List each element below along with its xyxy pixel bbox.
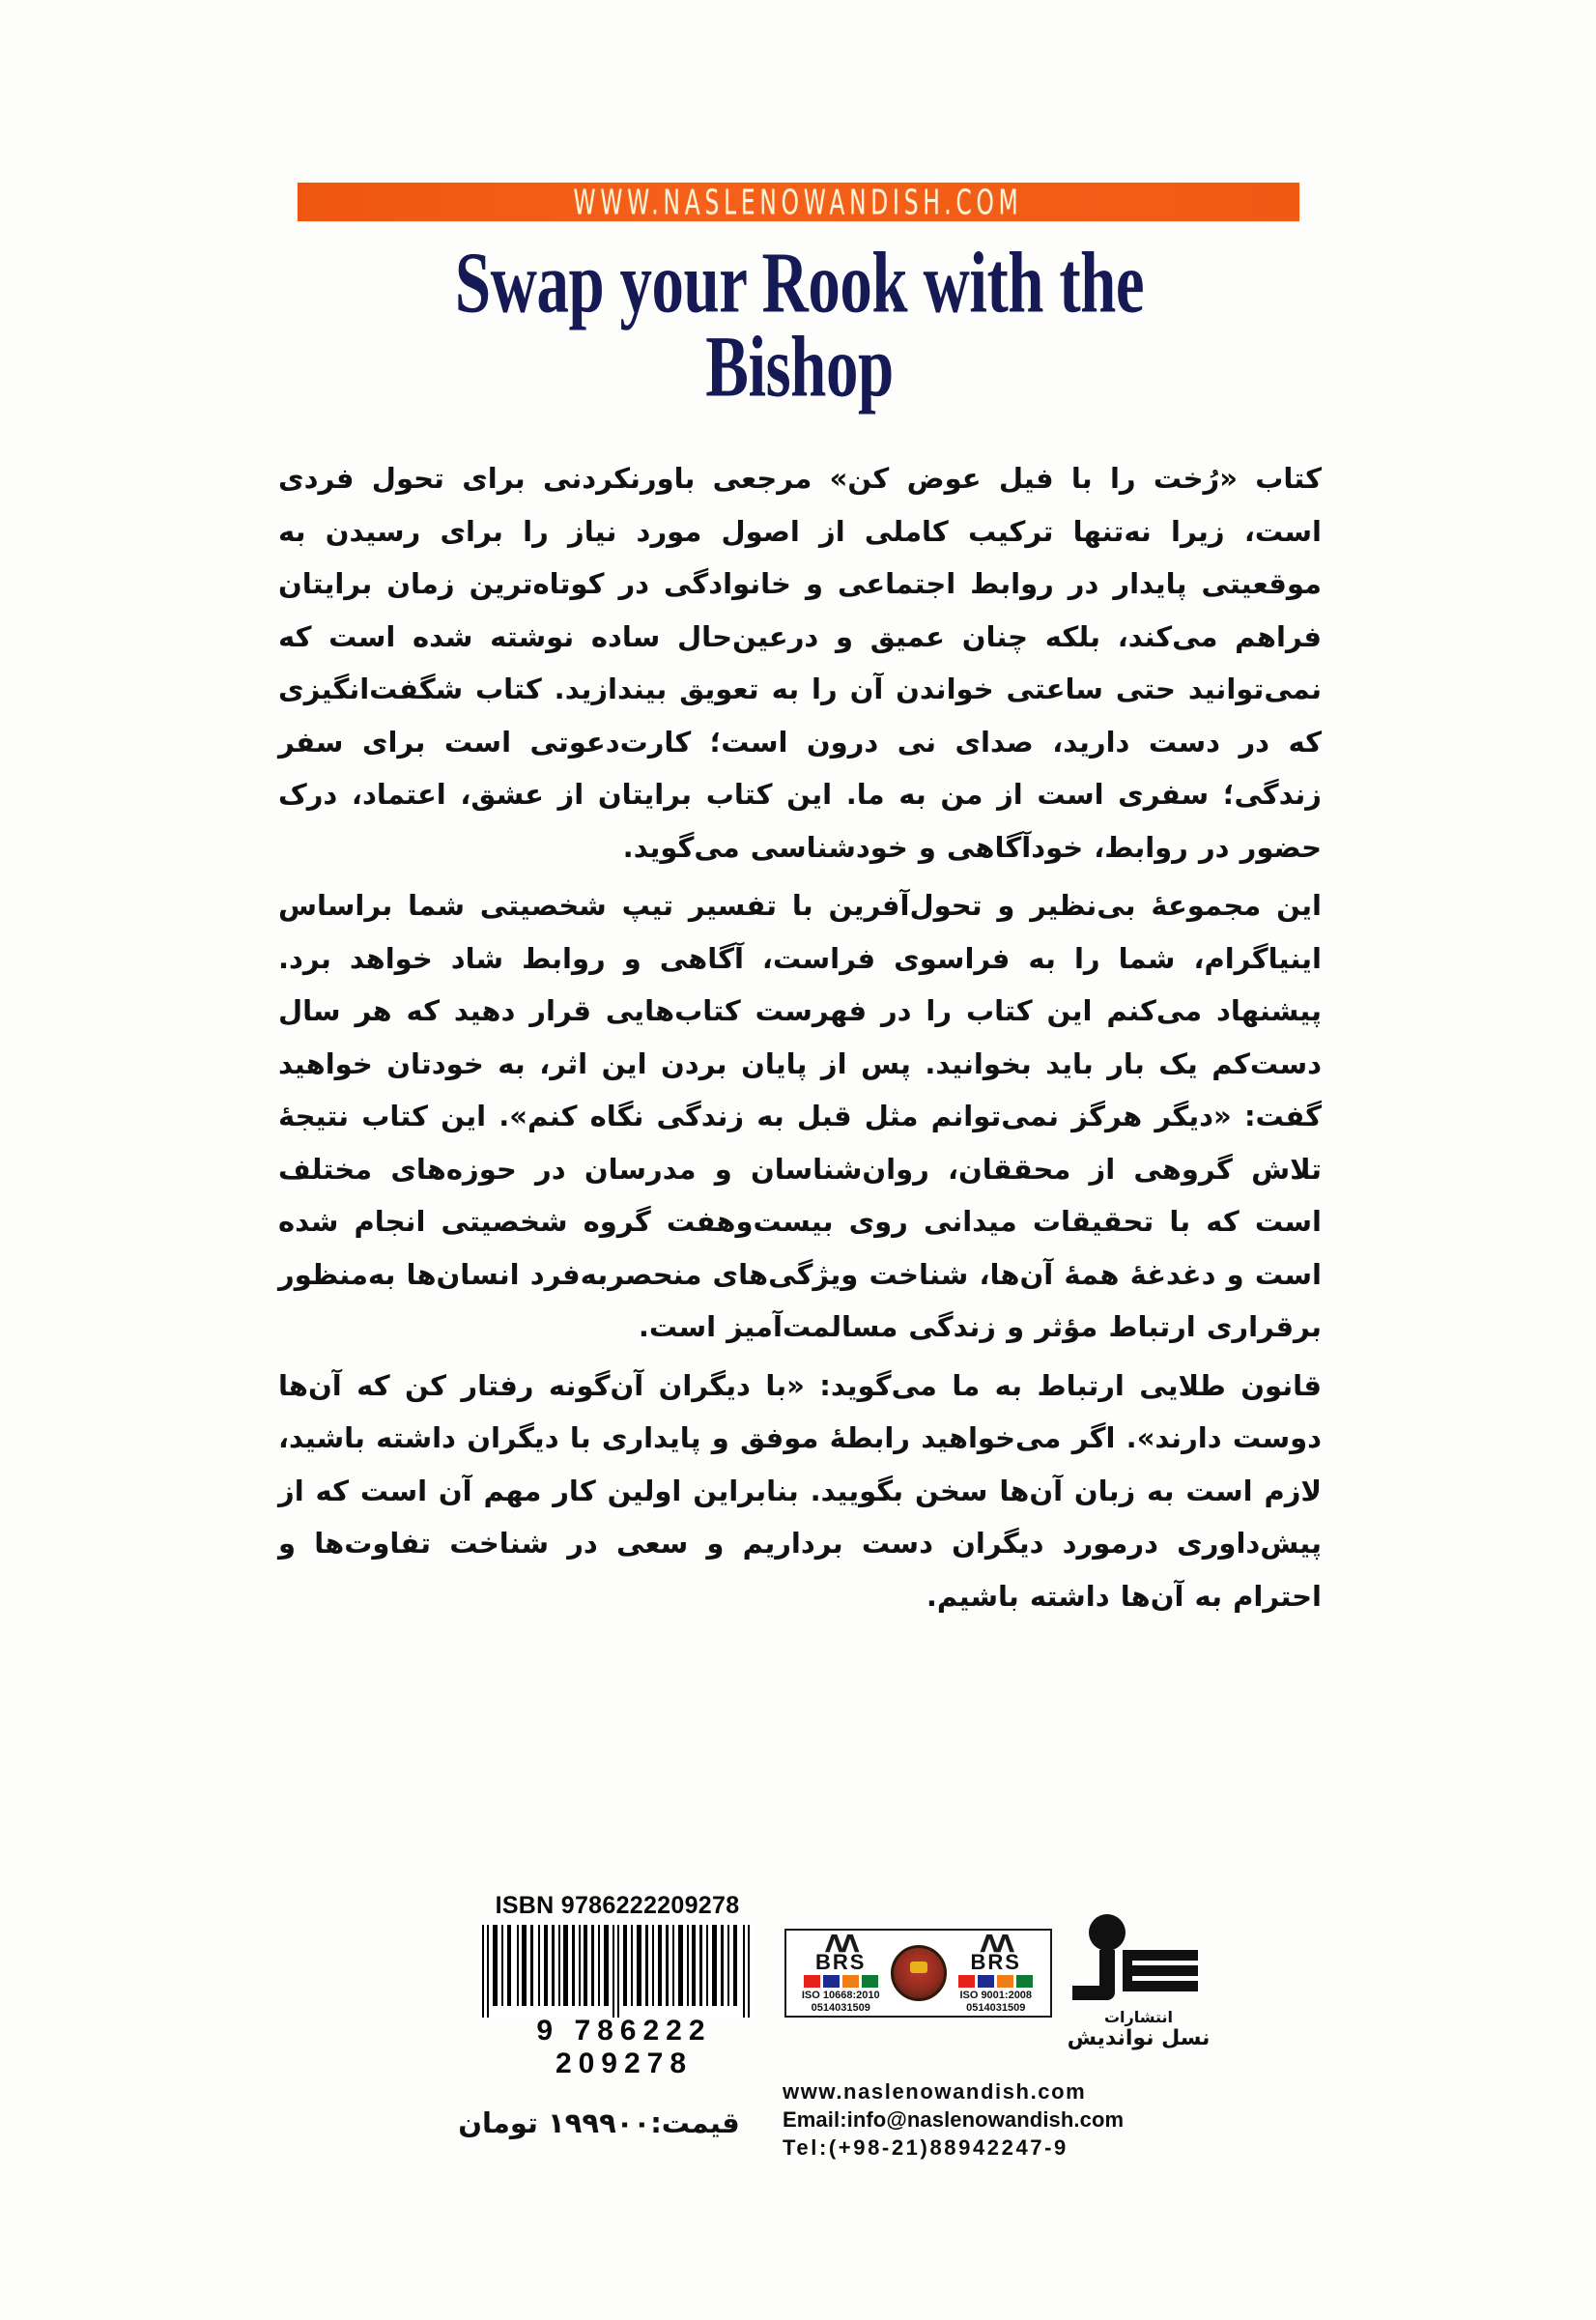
brs-right-iso-line1: ISO 9001:2008 — [959, 1990, 1033, 2002]
blurb-paragraph-3: قانون طلایی ارتباط به ما می‌گوید: «با دیگران آن‌گونه رفتار کن که آن‌ها دوست دارند». اگر می‌خواهید رابطهٔ موفق و پایداری با دیگران داشته باشید، لازم است به زبان آن‌ها سخن بگویید. بنابراین اولین کار مهم آن است که از پیش‌داوری درمورد دیگران دست برداریم و سعی در شناخت تفاوت‌ها و احترام به آن‌ها داشته باشیم. — [278, 1368, 1322, 1613]
isbn-label: ISBN 9786222209278 — [495, 1892, 740, 1919]
contact-email[interactable]: Email:info@naslenowandish.com — [783, 2107, 1125, 2133]
brs-logo-right — [947, 1932, 1046, 2014]
brs-left-iso-line2: 0514031509 — [811, 2002, 870, 2014]
brs-logo-left — [791, 1932, 891, 2014]
contact-phone[interactable]: Tel:(+98-21)88942247-9 — [783, 2135, 1069, 2161]
brs-chevron-icon-right: ΛΛ — [980, 1932, 1012, 1954]
publisher-name-line1: انتشارات — [1103, 2008, 1174, 2026]
back-cover-blurb — [278, 452, 1322, 1622]
book-title — [290, 235, 1309, 415]
blurb-paragraph-1: کتاب «رُخت را با فیل عوض کن» مرجعی باورنکردنی برای تحول فردی است، زیرا نه‌تنها ترکیب کاملی از اصول مورد نیاز را برای رسیدن به موقعیتی پایدار در روابط اجتماعی و خانوادگی در کوتاه‌ترین زمان برایتان فراهم می‌کند، بلکه چنان عمیق و درعین‌حال ساده نوشته شده است که نمی‌توانید حتی ساعتی خواندن آن را به تعویق بیندازید. کتاب شگفت‌انگیزی که در دست دارید، صدای نی درون است؛ کارت‌دعوتی است برای سفر زندگی؛ سفری است از من به ما. این کتاب برایتان از عشق، اعتماد، درک حضور در روابط، خودآگاهی و خودشناسی می‌گوید. — [278, 462, 1322, 864]
publisher-contact — [783, 2077, 1227, 2162]
title-line-1: Swap your Rook with the — [454, 235, 1145, 331]
title-line-2: Bishop — [705, 319, 894, 415]
brs-left-brand: BRS — [815, 1950, 867, 1975]
barcode-digits: 9 786222 209278 — [536, 2015, 712, 2079]
barcode-image — [480, 1925, 755, 2018]
publisher-name-line2: نسل نواندیش — [1067, 2026, 1211, 2051]
website-banner — [298, 183, 1299, 221]
contact-website[interactable]: www.naslenowandish.com — [783, 2079, 1087, 2104]
brs-right-swatches — [947, 1975, 1046, 1988]
banner-url-text: WWW.NASLENOWANDISH.COM — [573, 182, 1024, 222]
certification-box — [784, 1929, 1052, 2018]
blurb-paragraph-2: این مجموعهٔ بی‌نظیر و تحول‌آفرین با تفسیر تیپ شخصیتی شما براساس اینیاگرام، شما را به فراسوی فراست، آگاهی و روابط شاد خواهد برد. پیشنهاد می‌کنم این کتاب را در فهرست کتاب‌هایی قرار دهید که هر سال دست‌کم یک بار باید بخوانید. پس از پایان بردن این اثر، به خودتان خواهید گفت: «دیگر هرگز نمی‌توانم مثل قبل به زندگی نگاه کنم». این کتاب نتیجهٔ تلاش گروهی از محققان، روان‌شناسان و مدرسان در حوزه‌های مختلف است که با تحقیقات میدانی روی بیست‌وهفت گروه شخصیتی انجام شده است و دغدغهٔ همهٔ آن‌ها، شناخت ویژگی‌های منحصربه‌فرد انسان‌ها به‌منظور برقراری ارتباط مؤثر و زندگی مسالمت‌آمیز است. — [278, 889, 1322, 1343]
brs-right-brand: BRS — [970, 1950, 1021, 1975]
brs-right-iso-line2: 0514031509 — [966, 2002, 1026, 2014]
brs-chevron-icon: ΛΛ — [824, 1932, 857, 1954]
gcb-seal-icon — [891, 1945, 947, 2001]
publisher-name — [1059, 2008, 1218, 2052]
cover-footer — [0, 1892, 1596, 2211]
brs-left-iso-line1: ISO 10668:2010 — [801, 1990, 880, 2002]
isbn-block — [448, 1892, 786, 2080]
brs-left-swatches — [791, 1975, 891, 1988]
price-label: قیمت:۱۹۹۹۰۰ تومان — [458, 2106, 740, 2139]
